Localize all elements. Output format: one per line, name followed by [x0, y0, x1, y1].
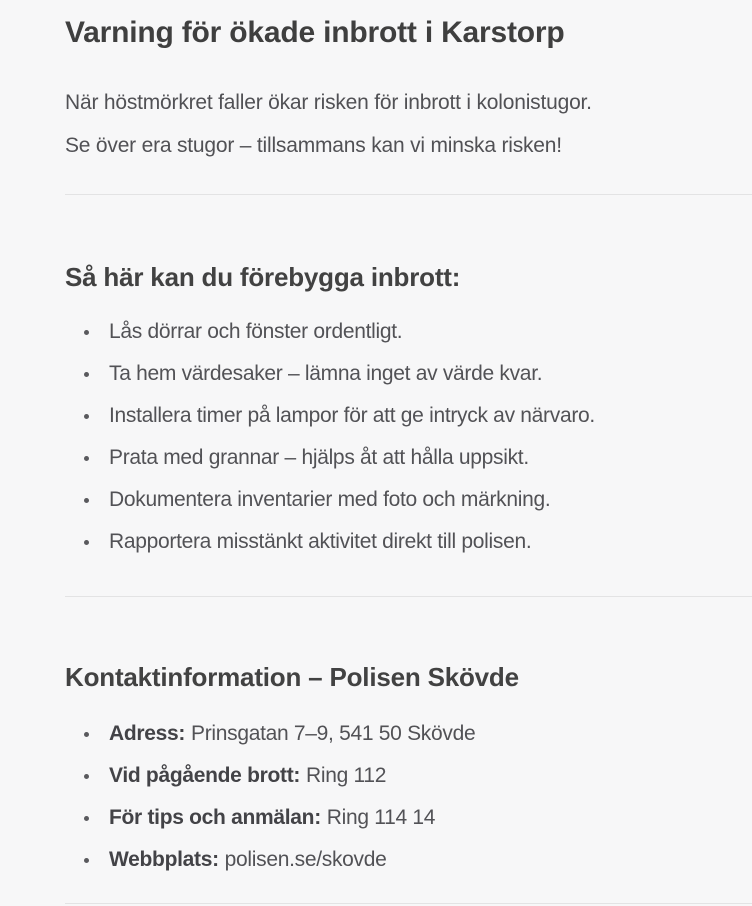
contact-item-value: polisen.se/skovde: [224, 848, 387, 871]
list-item-text: Prata med grannar – hjälps åt att hålla uppsikt.: [109, 446, 529, 469]
list-item: [65, 311, 752, 353]
bullet-icon: [84, 816, 89, 821]
contact-item-label: Webbplats:: [109, 848, 219, 871]
list-item: [65, 797, 752, 839]
contact-item-value: Prinsgatan 7–9, 541 50 Skövde: [190, 722, 476, 745]
bullet-icon: [84, 414, 89, 419]
bullet-icon: [84, 858, 89, 863]
contact-section-heading: Kontaktinformation – Polisen Skövde: [65, 662, 519, 692]
contact-item-value: Ring 114 14: [326, 806, 436, 829]
contact-item: [109, 806, 435, 830]
prevention-section-heading: Så här kan du förebygga inbrott:: [65, 262, 461, 292]
intro-paragraph: [65, 81, 752, 167]
contact-item-label: Vid pågående brott:: [109, 764, 301, 787]
bullet-icon: [84, 540, 89, 545]
intro-line: Se över era stugor – tillsammans kan vi minska risken!: [65, 134, 562, 157]
list-item: [65, 713, 752, 755]
contact-item-label: För tips och anmälan:: [109, 806, 321, 829]
contact-list: [65, 713, 752, 881]
contact-item: [109, 722, 475, 746]
bullet-icon: [84, 456, 89, 461]
list-item: [65, 521, 752, 563]
section-divider: [65, 194, 752, 195]
list-item: [65, 437, 752, 479]
intro-line: När höstmörkret faller ökar risken för inbrott i kolonistugor.: [65, 91, 592, 114]
list-item-text: Rapportera misstänkt aktivitet direkt till polisen.: [109, 530, 532, 553]
contact-item-label: Adress:: [109, 722, 186, 745]
list-item: [65, 479, 752, 521]
bullet-icon: [84, 330, 89, 335]
list-item: [65, 839, 752, 881]
contact-item: [109, 848, 387, 872]
list-item-text: Dokumentera inventarier med foto och märkning.: [109, 488, 551, 511]
section-divider: [65, 596, 752, 597]
list-item-text: Installera timer på lampor för att ge intryck av närvaro.: [109, 404, 595, 427]
contact-item: [109, 764, 386, 788]
page-title: Varning för ökade inbrott i Karstorp: [65, 16, 565, 49]
list-item-text: Ta hem värdesaker – lämna inget av värde kvar.: [109, 362, 543, 385]
bullet-icon: [84, 774, 89, 779]
list-item-text: Lås dörrar och fönster ordentligt.: [109, 320, 403, 343]
list-item: [65, 755, 752, 797]
bullet-icon: [84, 732, 89, 737]
prevention-list: [65, 311, 752, 563]
list-item: [65, 395, 752, 437]
list-item: [65, 353, 752, 395]
bottom-divider: [65, 903, 752, 904]
bullet-icon: [84, 498, 89, 503]
bullet-icon: [84, 372, 89, 377]
contact-item-value: Ring 112: [305, 764, 387, 787]
